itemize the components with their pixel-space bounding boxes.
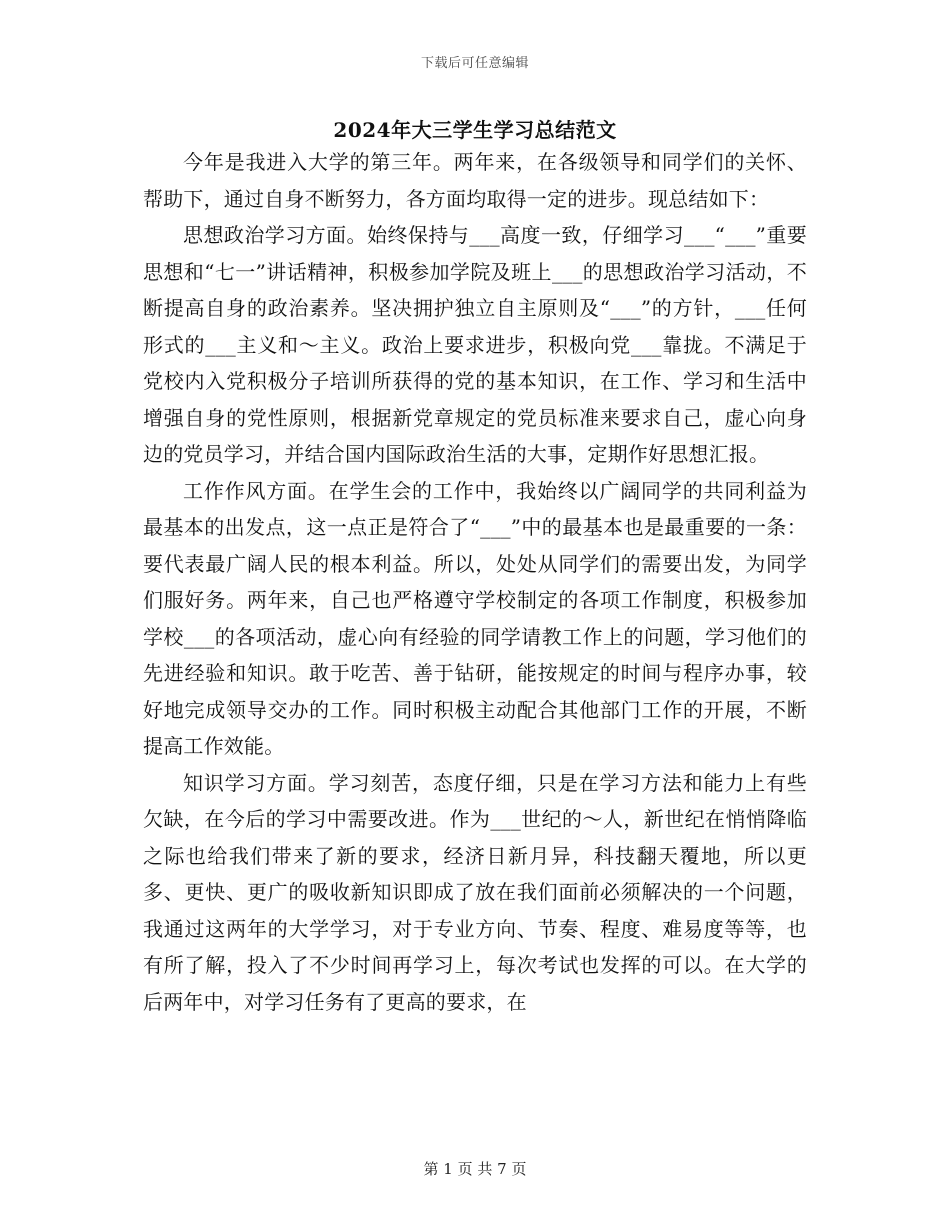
page-footer: 第 1 页 共 7 页	[423, 1160, 527, 1178]
paragraph-work-style: 工作作风方面。在学生会的工作中，我始终以广阔同学的共同利益为最基本的出发点，这一点正是符合了“___”中的最基本也是最重要的一条：要代表最广阔人民的根本利益。所以，处处从同学们的需要出发，为同学们服好务。两年来，自己也严格遵守学校制定的各项工作制度，积极参加学校___的各项活动，虚心向有经验的同学请教工作上的问题，学习他们的先进经验和知识。敢于吃苦、善于钻研，能按规定的时间与程序办事，较好地完成领导交办的工作。同时积极主动配合其他部门工作的开展，不断提高工作效能。	[143, 478, 807, 758]
header-note: 下载后可任意编辑	[420, 56, 529, 71]
paragraph-intro: 今年是我进入大学的第三年。两年来，在各级领导和同学们的关怀、帮助下，通过自身不断努力，各方面均取得一定的进步。现总结如下：	[143, 150, 807, 211]
document-title: 2024年大三学生学习总结范文	[333, 118, 617, 142]
document-body	[143, 144, 807, 1020]
paragraph-study: 知识学习方面。学习刻苦，态度仔细，只是在学习方法和能力上有些欠缺，在今后的学习中需要改进。作为___世纪的～人，新世纪在悄悄降临之际也给我们带来了新的要求，经济日新月异，科技翻天覆地，所以更多、更快、更广的吸收新知识即成了放在我们面前必须解决的一个问题，我通过这两年的大学学习，对于专业方向、节奏、程度、难易度等等，也有所了解，投入了不少时间再学习上，每次考试也发挥的可以。在大学的后两年中，对学习任务有了更高的要求，在	[143, 770, 807, 1014]
paragraph-politics: 思想政治学习方面。始终保持与___高度一致，仔细学习___“___”重要思想和“七一”讲话精神，积极参加学院及班上___的思想政治学习活动，不断提高自身的政治素养。坚决拥护独立自主原则及“___”的方针，___任何形式的___主义和～主义。政治上要求进步，积极向党___靠拢。不满足于党校内入党积极分子培训所获得的党的基本知识，在工作、学习和生活中增强自身的党性原则，根据新党章规定的党员标准来要求自己，虚心向身边的党员学习，并结合国内国际政治生活的大事，定期作好思想汇报。	[143, 223, 807, 466]
